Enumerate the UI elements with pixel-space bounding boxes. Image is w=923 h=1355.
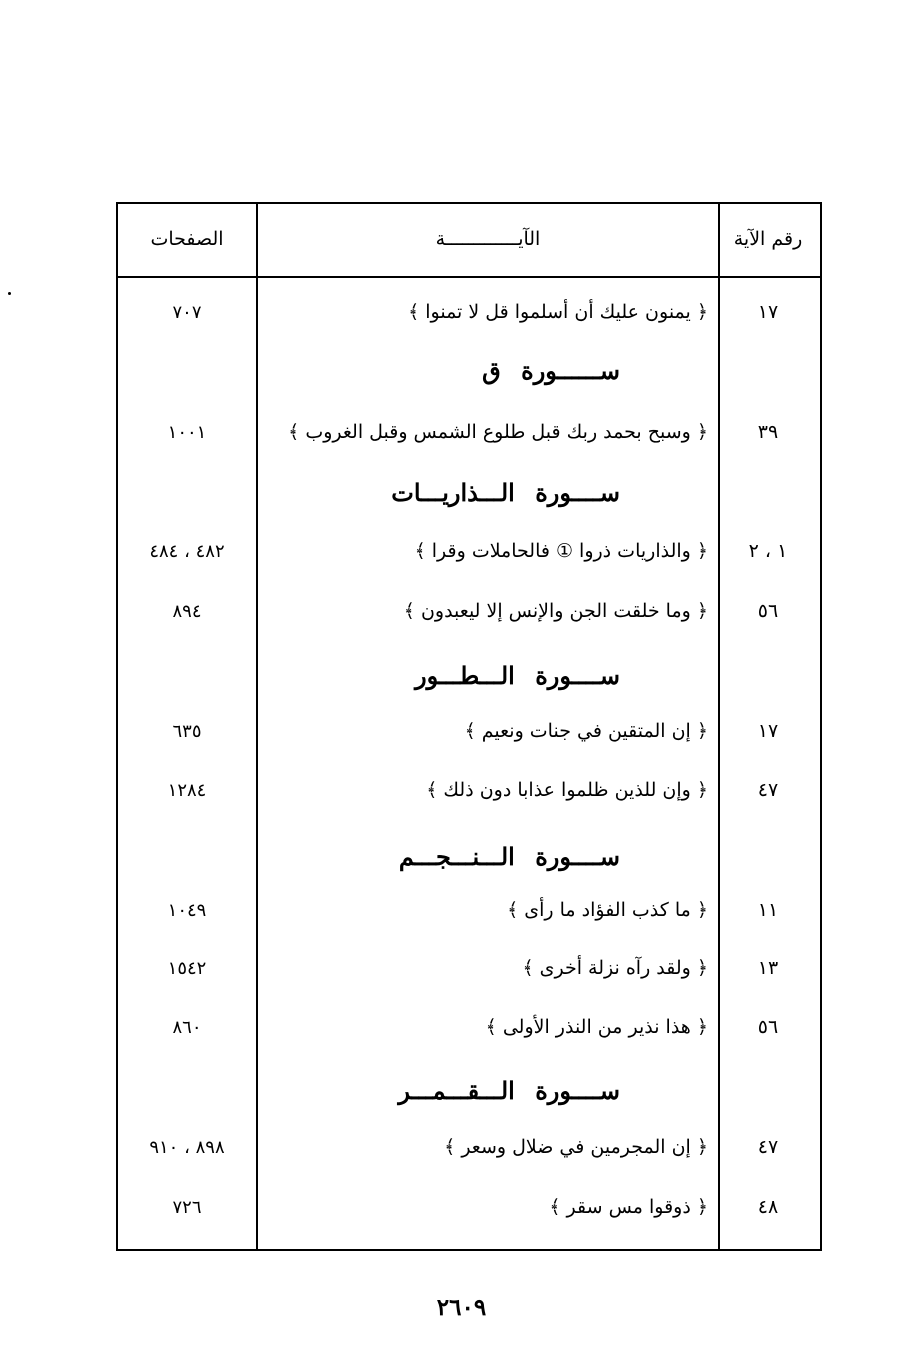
surah-heading: ســــورة الـــذاريـــات: [391, 478, 620, 507]
ayah-number: ١١: [757, 899, 779, 921]
ayah-text: ﴿ ما كذب الفؤاد ما رأى ﴾: [507, 899, 708, 921]
column-divider: [256, 204, 258, 1249]
page-refs: ٤٨٢ ، ٤٨٤: [149, 541, 225, 562]
ayah-number: ١٧: [757, 301, 779, 323]
ayah-number: ٥٦: [757, 600, 779, 622]
ayah-text: ﴿ يمنون عليك أن أسلموا قل لا تمنوا ﴾: [408, 301, 708, 323]
page-refs: ٨٩٤: [172, 601, 202, 622]
verse-index-table: [116, 202, 822, 1251]
surah-heading: ســــــورة ق: [482, 356, 620, 385]
ayah-number: ١٧: [757, 720, 779, 742]
ayah-text: ﴿ إن المجرمين في ضلال وسعر ﴾: [444, 1136, 708, 1158]
page-refs: ١٠٤٩: [167, 900, 207, 921]
ayah-number: ٥٦: [757, 1016, 779, 1038]
header-ayah-number: رقم الآية: [733, 228, 803, 250]
surah-heading: ســــورة الـــقـــمـــر: [398, 1076, 620, 1105]
ayah-text: ﴿ هذا نذير من النذر الأولى ﴾: [485, 1016, 708, 1038]
ayah-text: ﴿ إن المتقين في جنات ونعيم ﴾: [464, 720, 708, 742]
ayah-text: ﴿ ذوقوا مس سقر ﴾: [549, 1196, 708, 1218]
page-refs: ٧٠٧: [172, 302, 202, 323]
page-refs: ٧٢٦: [172, 1197, 202, 1218]
ayah-text: ﴿ وإن للذين ظلموا عذابا دون ذلك ﴾: [426, 779, 708, 801]
ayah-number: ٤٨: [757, 1196, 779, 1218]
page-refs: ١٢٨٤: [167, 780, 207, 801]
ayah-text: ﴿ وسبح بحمد ربك قبل طلوع الشمس وقبل الغروب ﴾: [288, 421, 708, 443]
surah-heading: ســــورة الـــنـــجـــم: [398, 842, 620, 871]
ayah-number: ٤٧: [757, 1136, 779, 1158]
surah-heading: ســــورة الـــطـــور: [415, 661, 620, 690]
header-pages: الصفحات: [150, 228, 224, 250]
ayah-text: ﴿ وما خلقت الجن والإنس إلا ليعبدون ﴾: [403, 600, 708, 622]
header-ayah: الآيـــــــــــــة: [435, 228, 541, 250]
ayah-text: ﴿ ولقد رآه نزلة أخرى ﴾: [522, 957, 708, 979]
ayah-number: ١ ، ٢: [748, 540, 788, 562]
page-refs: ١٠٠١: [167, 422, 207, 443]
page-refs: ٦٣٥: [172, 721, 202, 742]
ayah-number: ١٣: [757, 957, 779, 979]
page-refs: ٨٩٨ ، ٩١٠: [149, 1137, 225, 1158]
ayah-number: ٤٧: [757, 779, 779, 801]
ayah-text: ﴿ والذاريات ذروا ① فالحاملات وقرا ﴾: [414, 540, 708, 562]
header-divider: [118, 276, 820, 278]
page-refs: ٨٦٠: [172, 1017, 202, 1038]
page-refs: ١٥٤٢: [167, 958, 207, 979]
ayah-number: ٣٩: [757, 421, 779, 443]
stray-mark: [8, 292, 11, 295]
page-number: ٢٦٠٩: [436, 1294, 487, 1321]
